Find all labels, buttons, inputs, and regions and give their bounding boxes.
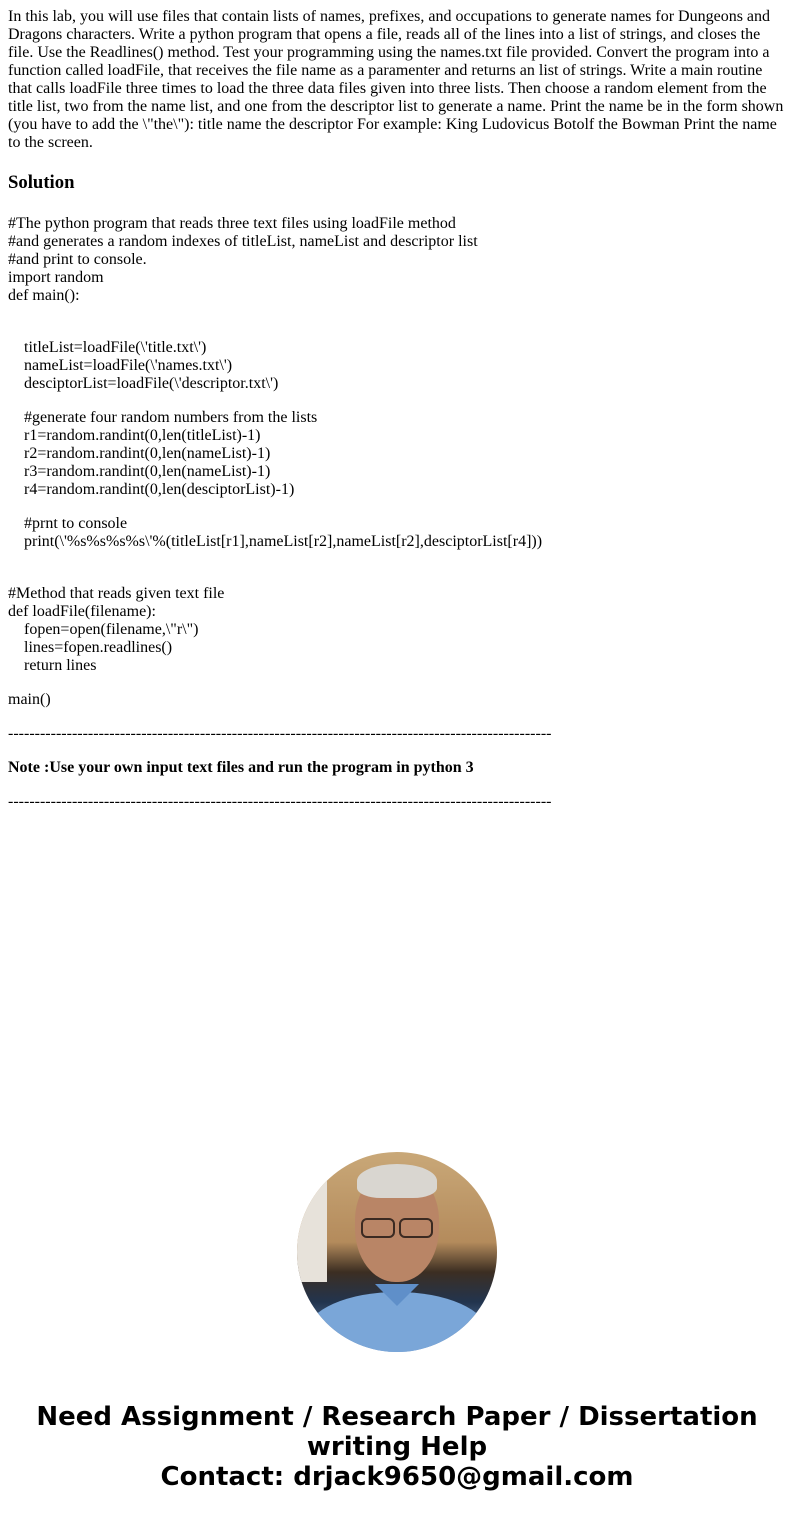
code-line: main() <box>8 691 51 708</box>
code-line: r4=random.randint(0,len(desciptorList)-1) <box>24 481 295 498</box>
code-line: r3=random.randint(0,len(nameList)-1) <box>24 463 271 480</box>
document-body <box>8 8 786 811</box>
promo-line-1: Need Assignment / Research Paper / Dissertation <box>36 1402 758 1432</box>
code-line: titleList=loadFile(\'title.txt\') <box>24 339 207 356</box>
code-line: #The python program that reads three text files using loadFile method <box>8 215 456 232</box>
code-line: def loadFile(filename): <box>8 603 156 620</box>
solution-heading: Solution <box>8 172 75 193</box>
promo-text <box>0 1402 794 1492</box>
promo-contact: Contact: drjack9650@gmail.com <box>160 1462 634 1492</box>
code-line: r1=random.randint(0,len(titleList)-1) <box>24 427 261 444</box>
code-line: import random <box>8 269 104 286</box>
code-line: r2=random.randint(0,len(nameList)-1) <box>24 445 271 462</box>
code-line: print(\'%s%s%s%s\'%(titleList[r1],nameList[r2],nameList[r2],desciptorList[r4])) <box>24 533 543 550</box>
code-block <box>8 215 786 709</box>
separator-bottom: ------------------------------------------------------------------------------------------------------ <box>8 793 552 810</box>
code-line: nameList=loadFile(\'names.txt\') <box>24 357 233 374</box>
code-line: #generate four random numbers from the lists <box>24 409 318 426</box>
avatar <box>297 1152 497 1352</box>
code-line: #and generates a random indexes of titleList, nameList and descriptor list <box>8 233 478 250</box>
code-line: #Method that reads given text file <box>8 585 225 602</box>
code-line: fopen=open(filename,\"r\") <box>24 621 199 638</box>
question-text: In this lab, you will use files that contain lists of names, prefixes, and occupations to generate names for Dungeons and Dragons characters. Write a python program that opens a file, reads all of the lines into a list of strings, and closes the file. Use the Readlines() method. Test your programming using the names.txt file provided. Convert the program into a function called loadFile, that receives the file name as a paramenter and returns an list of strings. Write a main routine that calls loadFile three times to load the three data files given into three lists. Then choose a random element from the title list, two from the name list, and one from the descriptor list to generate a name. Print the name be in the form shown (you have to add the \"the\"): title name the descriptor For example: King Ludovicus Botolf the Bowman Print the name to the screen. <box>8 8 784 151</box>
promo-footer <box>0 1152 794 1492</box>
code-line: #and print to console. <box>8 251 147 268</box>
note-text: Note :Use your own input text files and run the program in python 3 <box>8 759 474 776</box>
code-line: lines=fopen.readlines() <box>24 639 173 656</box>
code-line: desciptorList=loadFile(\'descriptor.txt\') <box>24 375 279 392</box>
code-line: #prnt to console <box>24 515 128 532</box>
code-line: def main(): <box>8 287 80 304</box>
promo-line-2: writing Help <box>306 1432 488 1462</box>
separator-top: ------------------------------------------------------------------------------------------------------ <box>8 725 552 742</box>
code-line: return lines <box>24 657 97 674</box>
